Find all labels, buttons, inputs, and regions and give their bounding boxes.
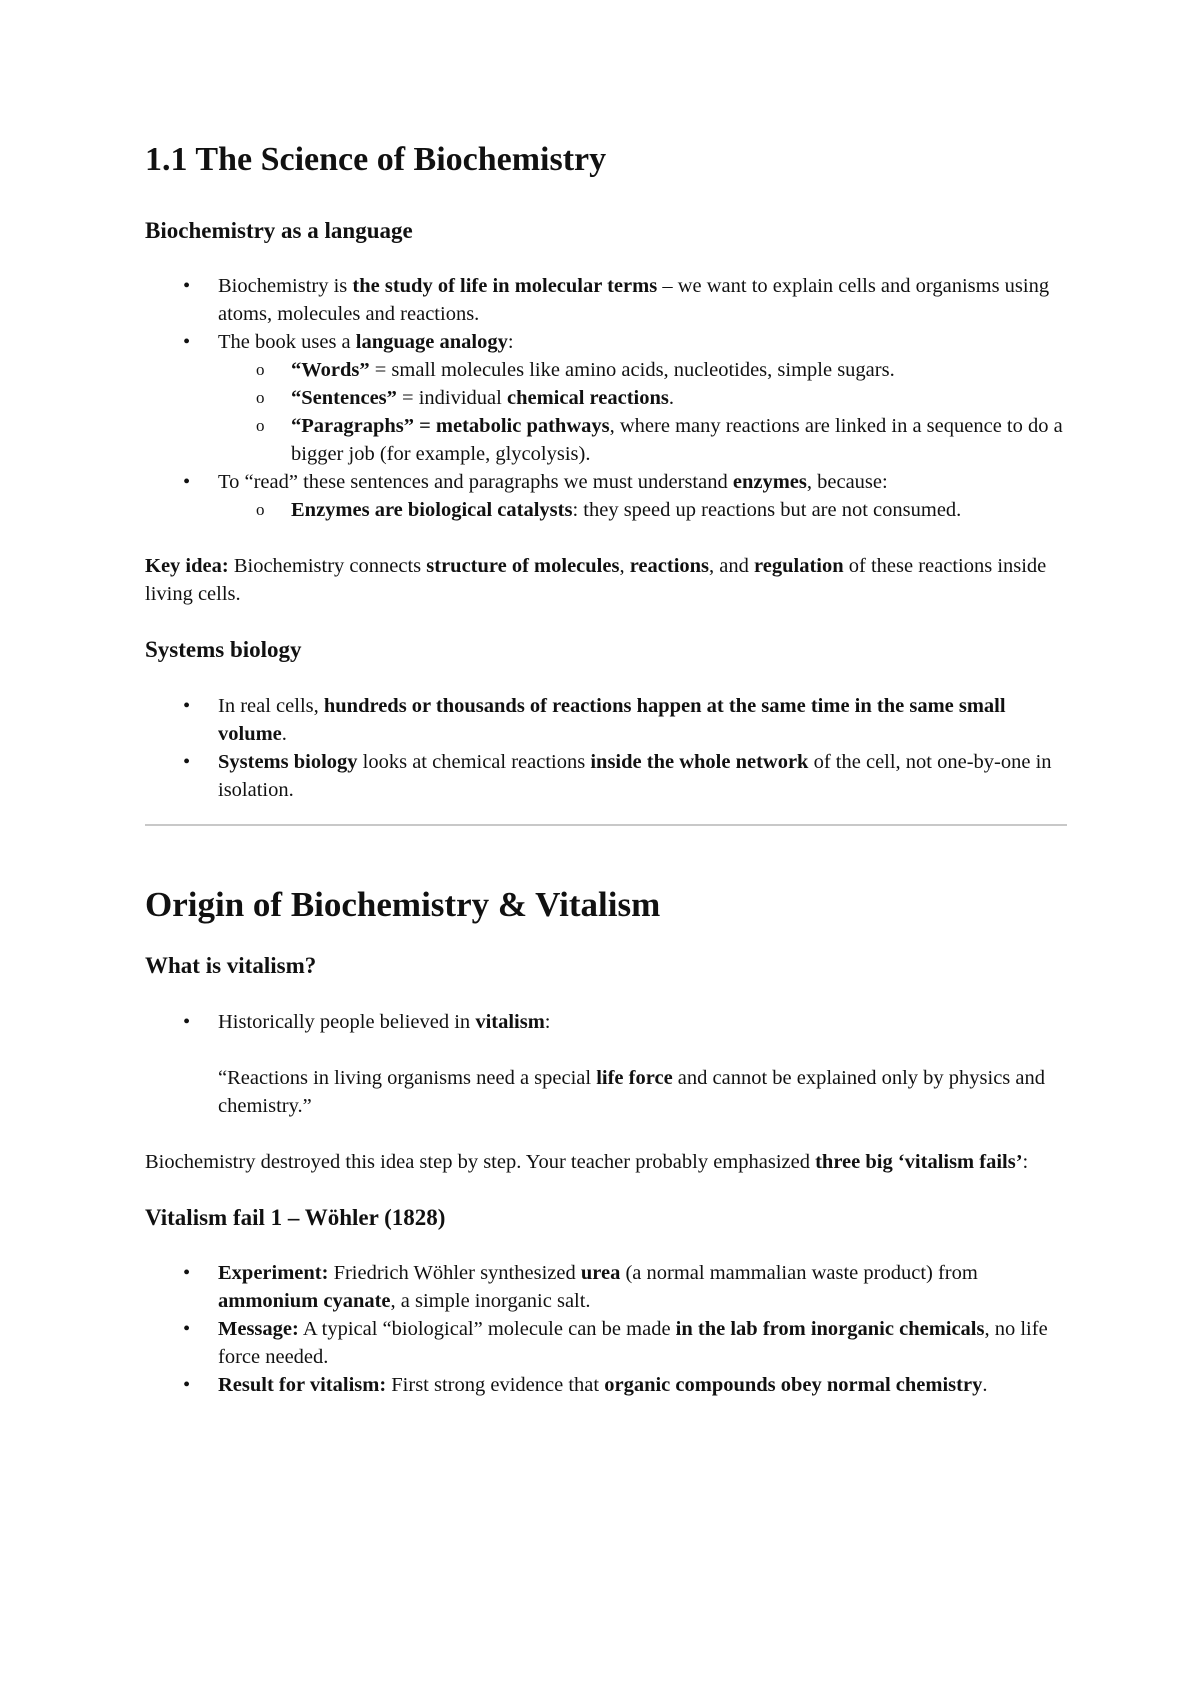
document-content xyxy=(145,140,1065,1399)
sub-item-catalysts: o Enzymes are biological catalysts: they speed up reactions but are not consumed. xyxy=(218,496,1065,524)
language-bullet-list xyxy=(145,272,1065,524)
section-title-science-of-biochemistry: 1.1 The Science of Biochemistry xyxy=(145,141,607,178)
list-item-enzymes: • To “read” these sentences and paragraphs we must understand enzymes, because: o Enzymes are biological catalysts: they speed up reactions but are not consumed. xyxy=(145,468,1065,524)
heading-what-is-vitalism: What is vitalism? xyxy=(145,952,317,978)
bullet-icon: • xyxy=(183,1010,191,1033)
heading-vitalism-fail-1: Vitalism fail 1 – Wöhler (1828) xyxy=(145,1204,446,1230)
bullet-icon: • xyxy=(183,1318,191,1341)
list-item-message: • Message: A typical “biological” molecule can be made in the lab from inorganic chemicals, no life force needed. xyxy=(145,1315,1065,1371)
bullet-icon: • xyxy=(183,750,191,773)
systems-bullet-list xyxy=(145,692,1065,804)
sub-item-sentences: o “Sentences” = individual chemical reactions. xyxy=(218,384,1065,412)
sub-item-words: o “Words” = small molecules like amino acids, nucleotides, simple sugars. xyxy=(218,356,1065,384)
bullet-icon: • xyxy=(183,1262,191,1285)
sub-bullet-icon: o xyxy=(256,388,265,408)
sub-bullet-icon: o xyxy=(256,416,265,436)
heading-biochemistry-as-language: Biochemistry as a language xyxy=(145,217,413,243)
list-item-language-analogy: • The book uses a language analogy: o “Words” = small molecules like amino acids, nucleotides, simple sugars. o “Sentences” = individual chemical reactions. o “Paragraphs” = metabolic pathways, where many reactions are linked in a sequence to do a bigger job (for example, glycolysis). xyxy=(145,328,1065,468)
list-item-experiment: • Experiment: Friedrich Wöhler synthesized urea (a normal mammalian waste product) from ammonium cyanate, a simple inorganic salt. xyxy=(145,1259,1065,1315)
list-item-systems-biology: • Systems biology looks at chemical reactions inside the whole network of the cell, not one-by-one in isolation. xyxy=(145,748,1065,804)
heading-systems-biology: Systems biology xyxy=(145,637,302,663)
vitalism-quote: “Reactions in living organisms need a special life force and cannot be explained only by physics and chemistry.” xyxy=(218,1066,1045,1117)
list-item-real-cells: • In real cells, hundreds or thousands of reactions happen at the same time in the same small volume. xyxy=(145,692,1065,748)
bullet-icon: • xyxy=(183,1374,191,1397)
bullet-icon: • xyxy=(183,275,191,298)
vitalism-fails-paragraph: Biochemistry destroyed this idea step by step. Your teacher probably emphasized three big ‘vitalism fails’: xyxy=(145,1150,1029,1173)
key-idea-paragraph: Key idea: Biochemistry connects structure of molecules, reactions, and regulation of these reactions inside living cells. xyxy=(145,555,1047,606)
list-item-historically: • Historically people believed in vitalism: xyxy=(145,1008,1065,1036)
wohler-bullet-list xyxy=(145,1259,1065,1399)
bullet-icon: • xyxy=(183,694,191,717)
sub-bullet-icon: o xyxy=(256,500,265,520)
list-item-result: • Result for vitalism: First strong evidence that organic compounds obey normal chemistry. xyxy=(145,1371,1065,1399)
enzymes-sub-list xyxy=(145,496,1065,524)
sub-bullet-icon: o xyxy=(256,360,265,380)
bullet-icon: • xyxy=(183,471,191,494)
sub-item-paragraphs: o “Paragraphs” = metabolic pathways, where many reactions are linked in a sequence to do a bigger job (for example, glycolysis). xyxy=(218,412,1065,468)
vitalism-bullet-list xyxy=(145,1008,1065,1036)
section-title-origin-vitalism: Origin of Biochemistry & Vitalism xyxy=(145,884,661,924)
bullet-icon: • xyxy=(183,331,191,354)
list-item-study-of-life: • Biochemistry is the study of life in molecular terms – we want to explain cells and organisms using atoms, molecules and reactions. xyxy=(145,272,1065,328)
analogy-sub-list xyxy=(145,356,1065,468)
